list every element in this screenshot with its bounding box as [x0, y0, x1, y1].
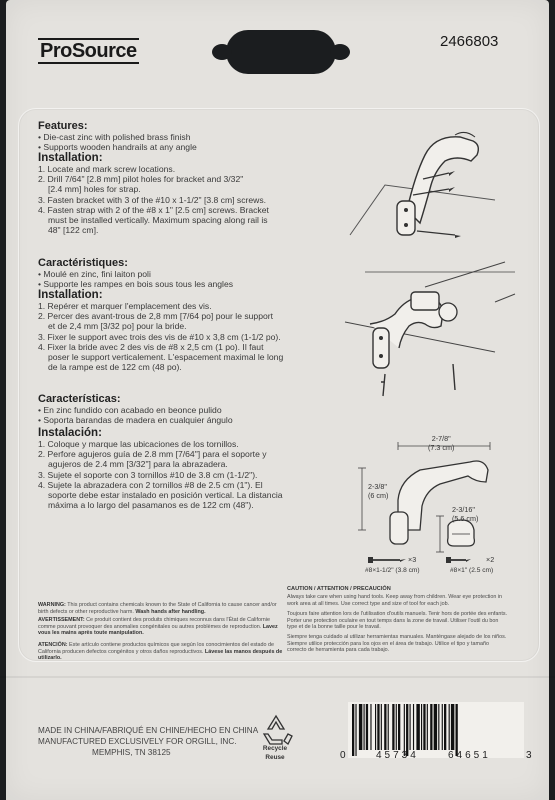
fold-line	[0, 676, 555, 678]
screw1-qty: ×3	[408, 555, 417, 564]
installation-steps-es: 1. Coloque y marque las ubicaciones de los tornillos. 2. Perfore agujeros guía de 2.8 mm [7/64"] para el soporte y agujeros de 2.4 mm [3/32"] para la abrazadera. 3. Sujete el soporte con 3 tornillos #10 de 3.8 cm (1-1/2"). 4. Sujete la abrazadera con 2 tornillos #8 de 2.5 cm (1"). El soporte debe estar instalado en posición vertical. La distancia máxima a lo largo del pasamanos es de 122 cm (48").	[38, 439, 283, 511]
features-heading-en: Features:	[38, 120, 88, 132]
barcode	[348, 702, 524, 758]
caution-heading: CAUTION / ATTENTION / PRECAUCIÓN	[287, 586, 391, 592]
screw2-label: #8×1" (2.5 cm)	[450, 567, 494, 574]
bracket-illustration-handrail	[345, 262, 515, 402]
barcode-group-1: 45734	[376, 750, 419, 761]
warning-fr: AVERTISSEMENT: Ce produit contient des produits chimiques reconnus dans l'État de Californie comme pouvant provoquer des anomalies congénitales ou autres problèmes de reproduction. Lavez vous les mains après toute manipulation.	[38, 617, 278, 637]
made-in-line: MADE IN CHINA/FABRIQUÉ EN CHINE/HECHO EN CHINA	[38, 726, 259, 735]
manufactured-line: MANUFACTURED EXCLUSIVELY FOR ORGILL, INC.	[38, 737, 237, 746]
hang-hole	[226, 30, 336, 74]
screw1-label: #8×1-1/2" (3.8 cm)	[365, 567, 420, 574]
address-line: MEMPHIS, TN 38125	[92, 748, 171, 757]
brand-logo: ProSource	[40, 40, 137, 62]
features-heading-fr: Caractéristiques:	[38, 257, 128, 269]
screw2-qty: ×2	[486, 555, 495, 564]
caution-fr: Toujours faire attention lors de l'utilisation d'outils manuels. Tenir hors de portée des enfants. Porter une protection oculaire en tout temps dans la zone de travail. Utiliser l'outil du bon type et de la bonne taille pour le travail.	[287, 611, 508, 631]
features-list-es: • En zinc fundido con acabado en beonce pulido • Soporta barandas de madera en cualquier ángulo	[38, 405, 233, 426]
recycle-icon	[256, 712, 296, 748]
dim-strap: 2-3/16" (5.6 cm)	[452, 505, 479, 523]
caution-es: Siempre tenga cuidado al utilizar herramientas manuales. Manténgase alejado de los niños. Siempre utilice protección para los ojos en el área de trabajo. Utilice el tipo y tamaño correcto de herramienta para cada trabajo.	[287, 634, 507, 654]
dim-width: 2-7/8" (7.3 cm)	[428, 434, 455, 452]
features-heading-es: Características:	[38, 393, 121, 405]
barcode-group-2: 64651	[448, 750, 491, 761]
barcode-digit-left: 0	[340, 750, 346, 761]
installation-heading-es: Instalación:	[38, 427, 102, 439]
caution-en: Always take care when using hand tools. Keep away from children. Wear eye protection in work area at all times. Use correct type and size of tool for each job.	[287, 594, 503, 607]
installation-heading-en: Installation:	[38, 152, 103, 164]
recycle-label: Recycle Reuse	[262, 745, 288, 761]
installation-steps-en: 1. Locate and mark screw locations. 2. Drill 7/64" [2.8 mm] pilot holes for bracket and 3/32" [2.4 mm] holes for strap. 3. Fasten bracket with 3 of the #10 x 1-1/2" [3.8 cm] screws. 4. Fasten strap with 2 of the #8 x 1" [2.5 cm] screws. Bracket must be installed vertically. Maximum spacing along rail is 48" [122 cm].	[38, 164, 269, 236]
dim-height: 2-3/8" (6 cm)	[368, 482, 389, 500]
warning-en: WARNING: This product contains chemicals known to the State of California to cause cancer and/or birth defects or other reproductive harm. Wash hands after handling.	[38, 602, 277, 615]
features-list-en: • Die-cast zinc with polished brass finish • Supports wooden handrails at any angle	[38, 132, 197, 153]
barcode-digit-right: 3	[526, 750, 532, 761]
installation-steps-fr: 1. Repérer et marquer l'emplacement des vis. 2. Percer des avant-trous de 2,8 mm [7/64 po] pour le support et de 2,4 mm [3/32 po] pour la bride. 3. Fixer le support avec trois des vis de #10 x 3,8 cm (1-1/2 po). 4. Fixer la bride avec 2 des vis de #8 x 2,5 cm (1 po). Il faut poser le support verticalement. L'espacement maximal le long de la rampe est de 122 cm (48 po).	[38, 301, 284, 373]
features-list-fr: • Moulé en zinc, fini laiton poli • Supporte les rampes en bois sous tous les angles	[38, 269, 234, 290]
sku-number: 2466803	[440, 33, 499, 50]
installation-heading-fr: Installation:	[38, 289, 103, 301]
bracket-illustration-wall	[345, 115, 515, 245]
warning-es: ATENCIÓN: Este artículo contiene productos químicos que según los conocimientos del estado de California producen defectos congénitos y otros daños reproductivos. Lávese las manos después de utilizarlo.	[38, 642, 283, 662]
